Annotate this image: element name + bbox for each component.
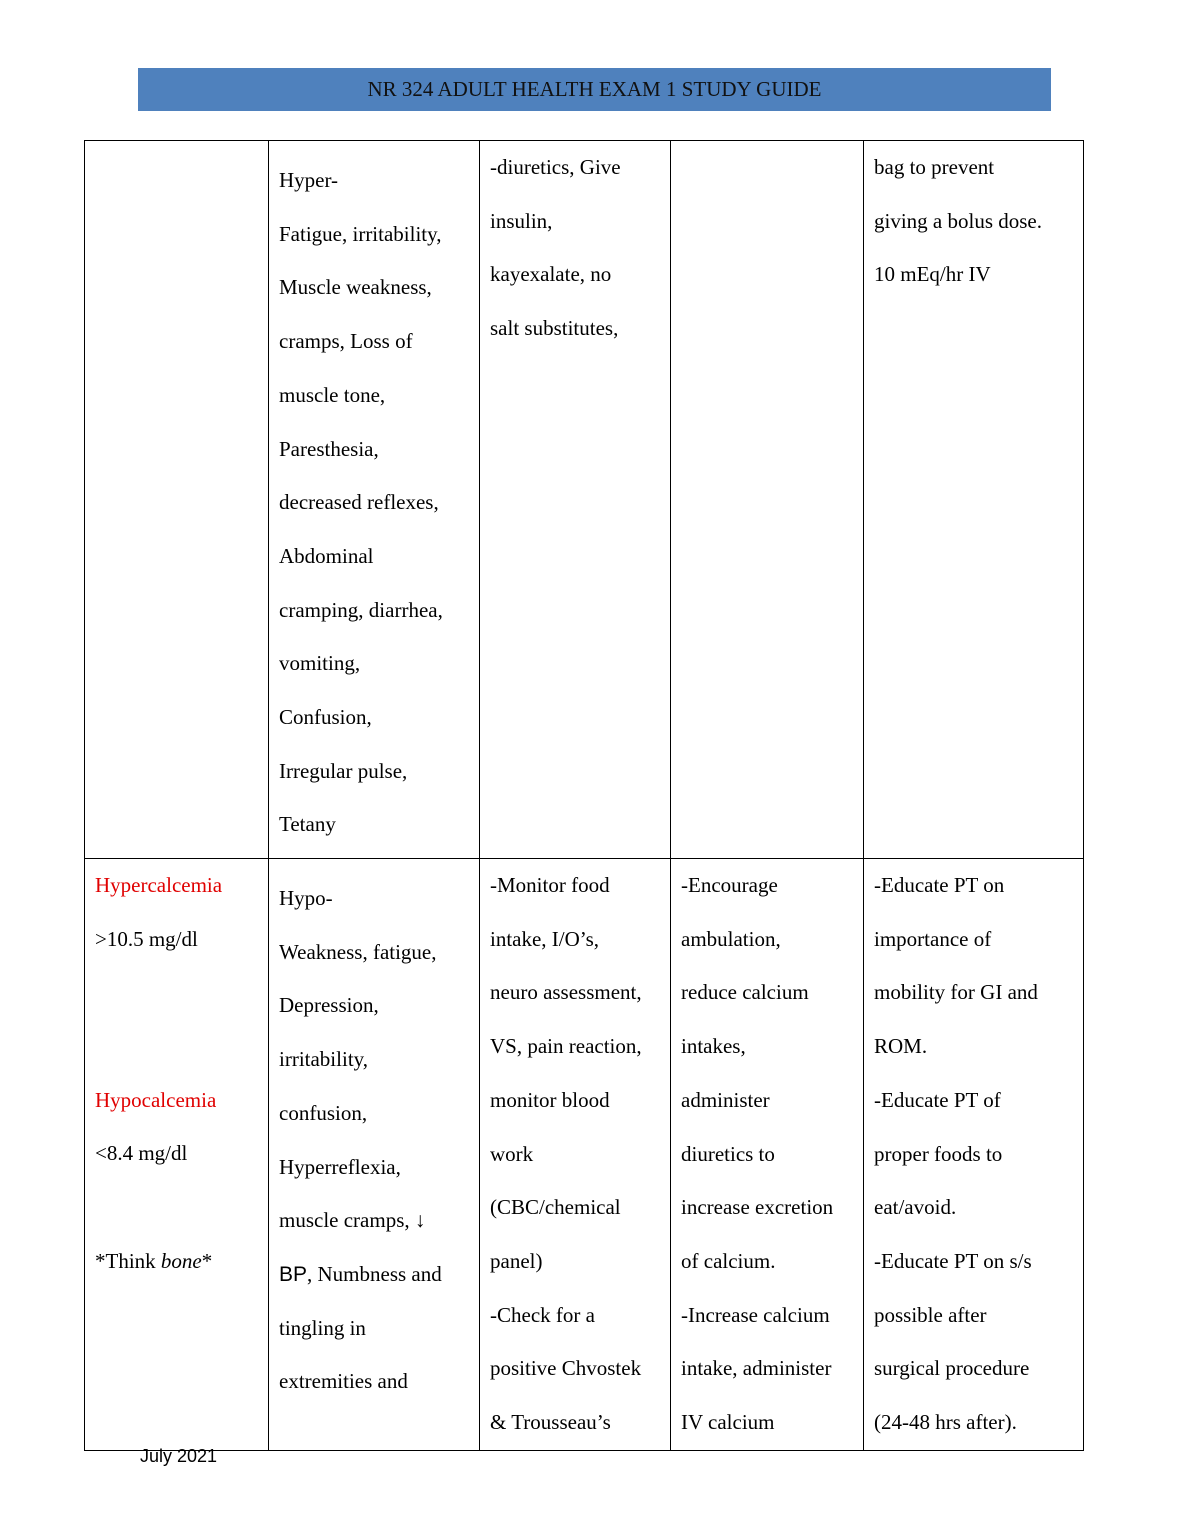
cell-line: -Encourage — [681, 873, 778, 897]
cell-line: administer — [681, 1087, 770, 1112]
cell-line: BP, Numbness and — [279, 1261, 442, 1286]
table-row — [85, 141, 1084, 859]
cell-line: IV calcium — [681, 1410, 775, 1435]
cell-line: intake, I/O’s, — [490, 926, 600, 951]
footer-date: July 2021 — [140, 1446, 218, 1466]
cell-line: of calcium. — [681, 1248, 776, 1273]
cell-line: tingling in — [279, 1315, 366, 1340]
cell-line: Weakness, fatigue, — [279, 939, 437, 964]
cell-line: importance of — [874, 926, 992, 951]
cell-line: possible after — [874, 1302, 987, 1327]
cell-line: intakes, — [681, 1034, 746, 1059]
cell-line: Confusion, — [279, 705, 372, 730]
cell-line: giving a bolus dose. — [874, 208, 1042, 233]
cell-line: proper foods to — [874, 1141, 1003, 1166]
hypercalcemia-label: Hypercalcemia — [95, 873, 223, 897]
cell-line: extremities and — [279, 1369, 408, 1394]
cell-line: surgical procedure — [874, 1356, 1030, 1381]
cell-line: Hyperreflexia, — [279, 1154, 401, 1179]
cell-line: muscle cramps, ↓ — [279, 1208, 426, 1233]
cell-line: neuro assessment, — [490, 980, 642, 1005]
cell-line: intake, administer — [681, 1356, 832, 1381]
cell-line: mobility for GI and — [874, 980, 1038, 1005]
cell-line: bag to prevent — [874, 155, 995, 179]
cell-line: -Educate PT on s/s — [874, 1248, 1032, 1273]
cell-line: 10 mEq/hr IV — [874, 262, 991, 287]
cell-line: Abdominal — [279, 543, 374, 568]
cell-line: cramps, Loss of — [279, 329, 413, 354]
cell-line: work — [490, 1141, 534, 1166]
cell-line: vomiting, — [279, 651, 361, 676]
cell-line: Fatigue, irritability, — [279, 221, 442, 246]
cell-line: Hyper- — [279, 168, 339, 192]
cell-line: salt substitutes, — [490, 316, 619, 341]
cell-line: cramping, diarrhea, — [279, 597, 443, 622]
cell-line: Depression, — [279, 993, 379, 1018]
cell-line: confusion, — [279, 1100, 368, 1125]
table-cell-education — [864, 141, 1084, 859]
cell-line: reduce calcium — [681, 980, 809, 1005]
table-cell-symptoms — [269, 859, 480, 1451]
cell-line: monitor blood — [490, 1087, 610, 1112]
table-cell-education — [864, 859, 1084, 1451]
cell-line: Muscle weakness, — [279, 275, 432, 300]
hypocalcemia-range: <8.4 mg/dl — [95, 1141, 188, 1166]
table-cell-treatment — [671, 859, 864, 1451]
table-cell-interventions — [480, 859, 671, 1451]
table-row — [85, 859, 1084, 1451]
table-cell-treatment — [671, 141, 864, 859]
table-cell-symptoms — [269, 141, 480, 859]
study-guide-table — [84, 140, 1084, 1451]
table-cell-interventions — [480, 141, 671, 859]
hypercalcemia-range: >10.5 mg/dl — [95, 926, 198, 951]
down-arrow-icon: ↓ — [414, 1209, 426, 1233]
cell-line: -Increase calcium — [681, 1302, 830, 1327]
cell-line: -Educate PT of — [874, 1087, 1001, 1112]
cell-line: Hypo- — [279, 886, 333, 910]
cell-line: decreased reflexes, — [279, 490, 439, 515]
cell-line: diuretics to — [681, 1141, 775, 1166]
cell-line: (CBC/chemical — [490, 1195, 621, 1220]
cell-line: VS, pain reaction, — [490, 1034, 642, 1059]
cell-line: increase excretion — [681, 1195, 834, 1220]
cell-line: panel) — [490, 1248, 543, 1273]
cell-line: insulin, — [490, 208, 553, 233]
document-header — [138, 68, 1051, 111]
cell-line: -Check for a — [490, 1302, 595, 1327]
cell-line: & Trousseau’s — [490, 1410, 611, 1435]
cell-line: positive Chvostek — [490, 1356, 642, 1381]
cell-line: -Educate PT on — [874, 873, 1005, 897]
cell-line: Irregular pulse, — [279, 758, 408, 783]
table-cell-electrolyte — [85, 141, 269, 859]
cell-line: -diuretics, Give — [490, 155, 621, 179]
cell-line: eat/avoid. — [874, 1195, 957, 1220]
cell-line: muscle tone, — [279, 382, 386, 407]
cell-line: Tetany — [279, 812, 336, 837]
cell-line: irritability, — [279, 1047, 369, 1072]
cell-line: ROM. — [874, 1034, 928, 1059]
document-title: NR 324 ADULT HEALTH EXAM 1 STUDY GUIDE — [367, 77, 822, 101]
cell-line: ambulation, — [681, 926, 781, 951]
table-cell-electrolyte — [85, 859, 269, 1451]
cell-line: -Monitor food — [490, 873, 610, 897]
hypocalcemia-label: Hypocalcemia — [95, 1087, 217, 1112]
cell-line: (24-48 hrs after). — [874, 1410, 1017, 1435]
mnemonic: *Think bone* — [95, 1248, 213, 1273]
cell-line: kayexalate, no — [490, 262, 612, 287]
cell-line: Paresthesia, — [279, 436, 379, 461]
